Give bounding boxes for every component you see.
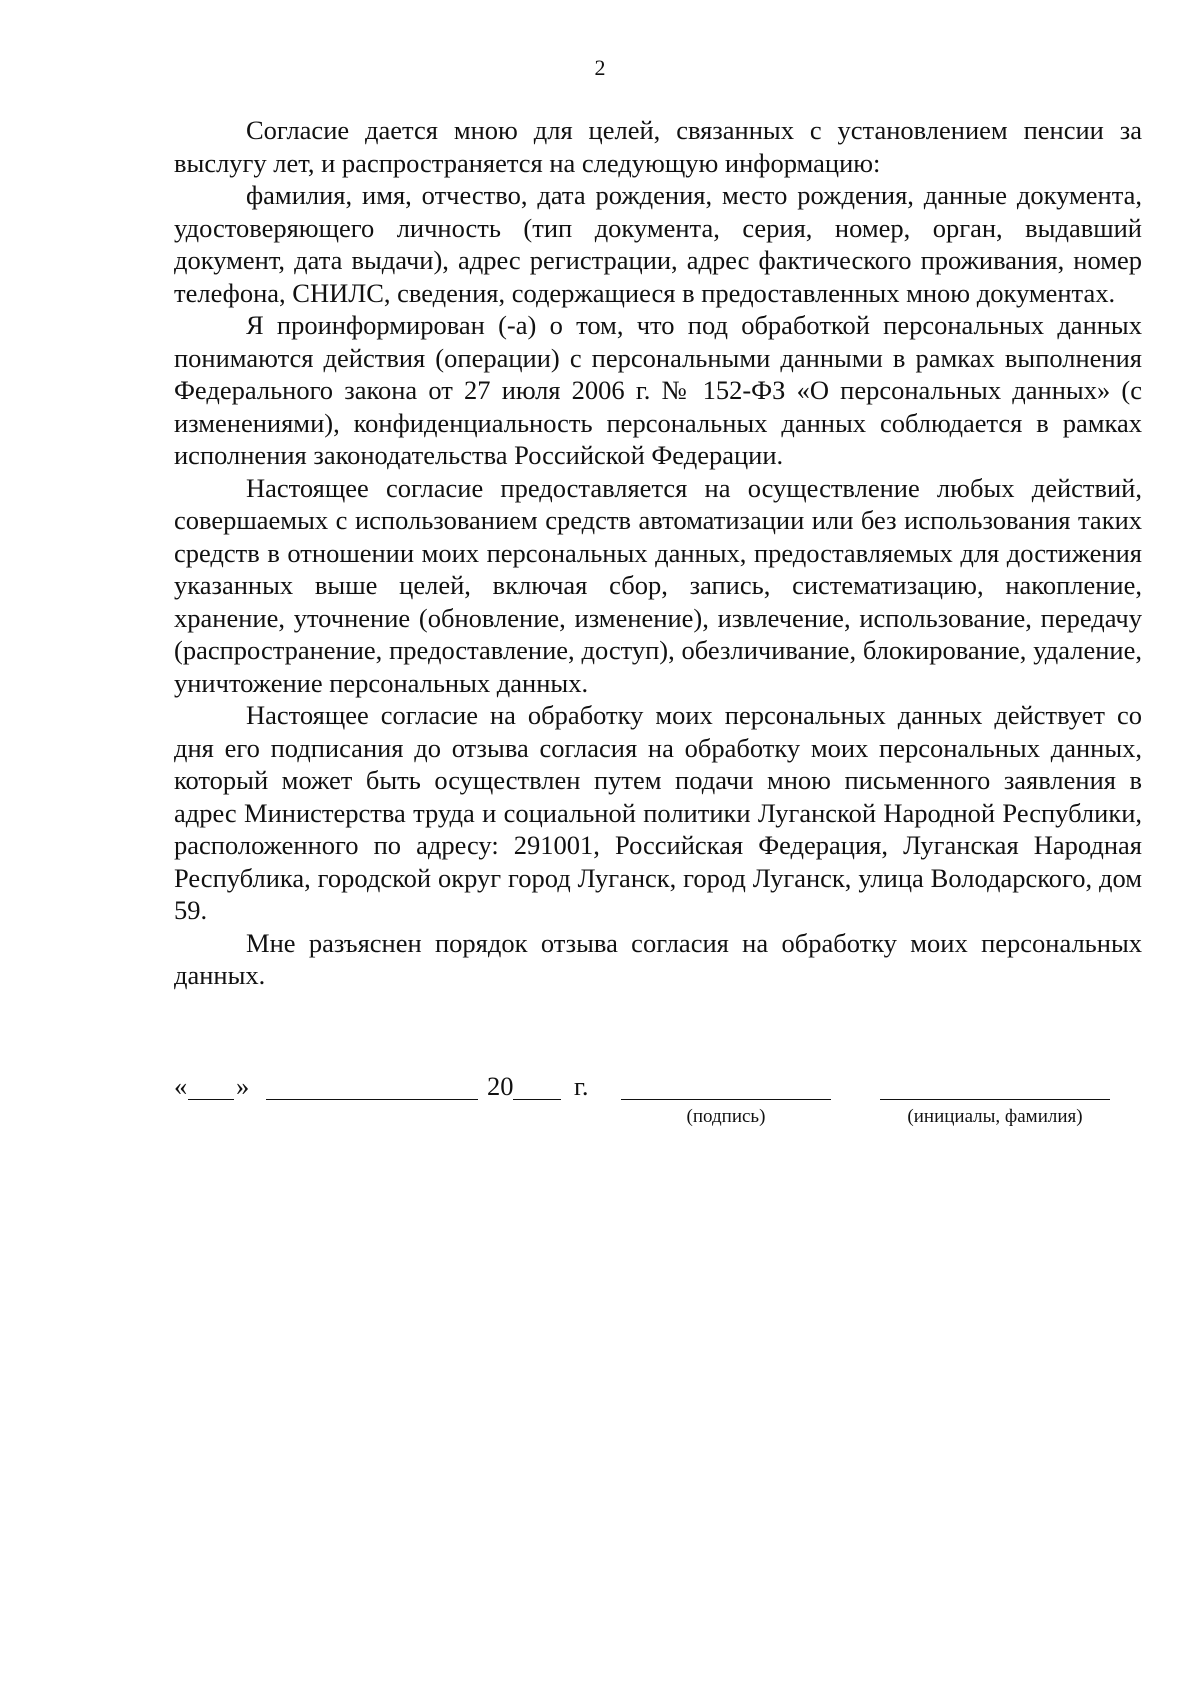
month-blank[interactable] <box>266 1099 478 1100</box>
date-close-quote: » <box>236 1071 250 1101</box>
paragraph-actions: Настоящее согласие предоставляется на осуществление любых действий, совершаемых с использованием средств автоматизации или без использования таких средств в отношении моих персональных данных, предоставляемых для достижения указанных выше целей, включая сбор, запись, систематизацию, накопление, хранение, уточнение (обновление, изменение), извлечение, использование, передачу (распространение, предоставление, доступ), обезличивание, блокирование, удаление, уничтожение персональных данных. <box>174 472 1142 698</box>
year-prefix: 20 <box>487 1071 514 1101</box>
signature-blank[interactable] <box>621 1099 831 1100</box>
name-caption: (инициалы, фамилия) <box>907 1106 1083 1127</box>
page-number: 2 <box>594 55 606 80</box>
year-suffix: г. <box>574 1071 589 1101</box>
paragraph-data-list: фамилия, имя, отчество, дата рождения, место рождения, данные документа, удостоверяющего личность (тип документа, серия, номер, орган, выдавший документ, дата выдачи), адрес регистрации, адрес фактического проживания, номер телефона, СНИЛС, сведения, содержащиеся в предоставленных мною документах. <box>174 180 1142 308</box>
paragraph-withdrawal: Мне разъяснен порядок отзыва согласия на обработку моих персональных данных. <box>174 927 1142 990</box>
signature-row <box>174 1070 1142 1104</box>
name-blank[interactable] <box>880 1099 1110 1100</box>
year-blank[interactable] <box>513 1099 561 1100</box>
consent-body <box>174 114 1142 992</box>
paragraph-purpose: Согласие дается мною для целей, связанных с установлением пенсии за выслугу лет, и распространяется на следующую информацию: <box>174 115 1142 178</box>
signature-caption: (подпись) <box>686 1106 766 1127</box>
paragraph-informed: Я проинформирован (-а) о том, что под обработкой персональных данных понимаются действия (операции) с персональными данными в рамках выполнения Федерального закона от 27 июля 2006 г. № 152-ФЗ «О персональных данных» (с изменениями), конфиденциальность персональных данных соблюдается в рамках исполнения законодательства Российской Федерации. <box>174 310 1142 470</box>
day-blank[interactable] <box>188 1099 234 1100</box>
paragraph-validity: Настоящее согласие на обработку моих персональных данных действует со дня его подписания до отзыва согласия на обработку моих персональных данных, который может быть осуществлен путем подачи мною письменного заявления в адрес Министерства труда и социальной политики Луганской Народной Республики, расположенного по адресу: 291001, Российская Федерация, Луганская Народная Республика, городской округ город Луганск, город Луганск, улица Володарского, дом 59. <box>174 700 1142 925</box>
date-open-quote: « <box>174 1071 188 1101</box>
